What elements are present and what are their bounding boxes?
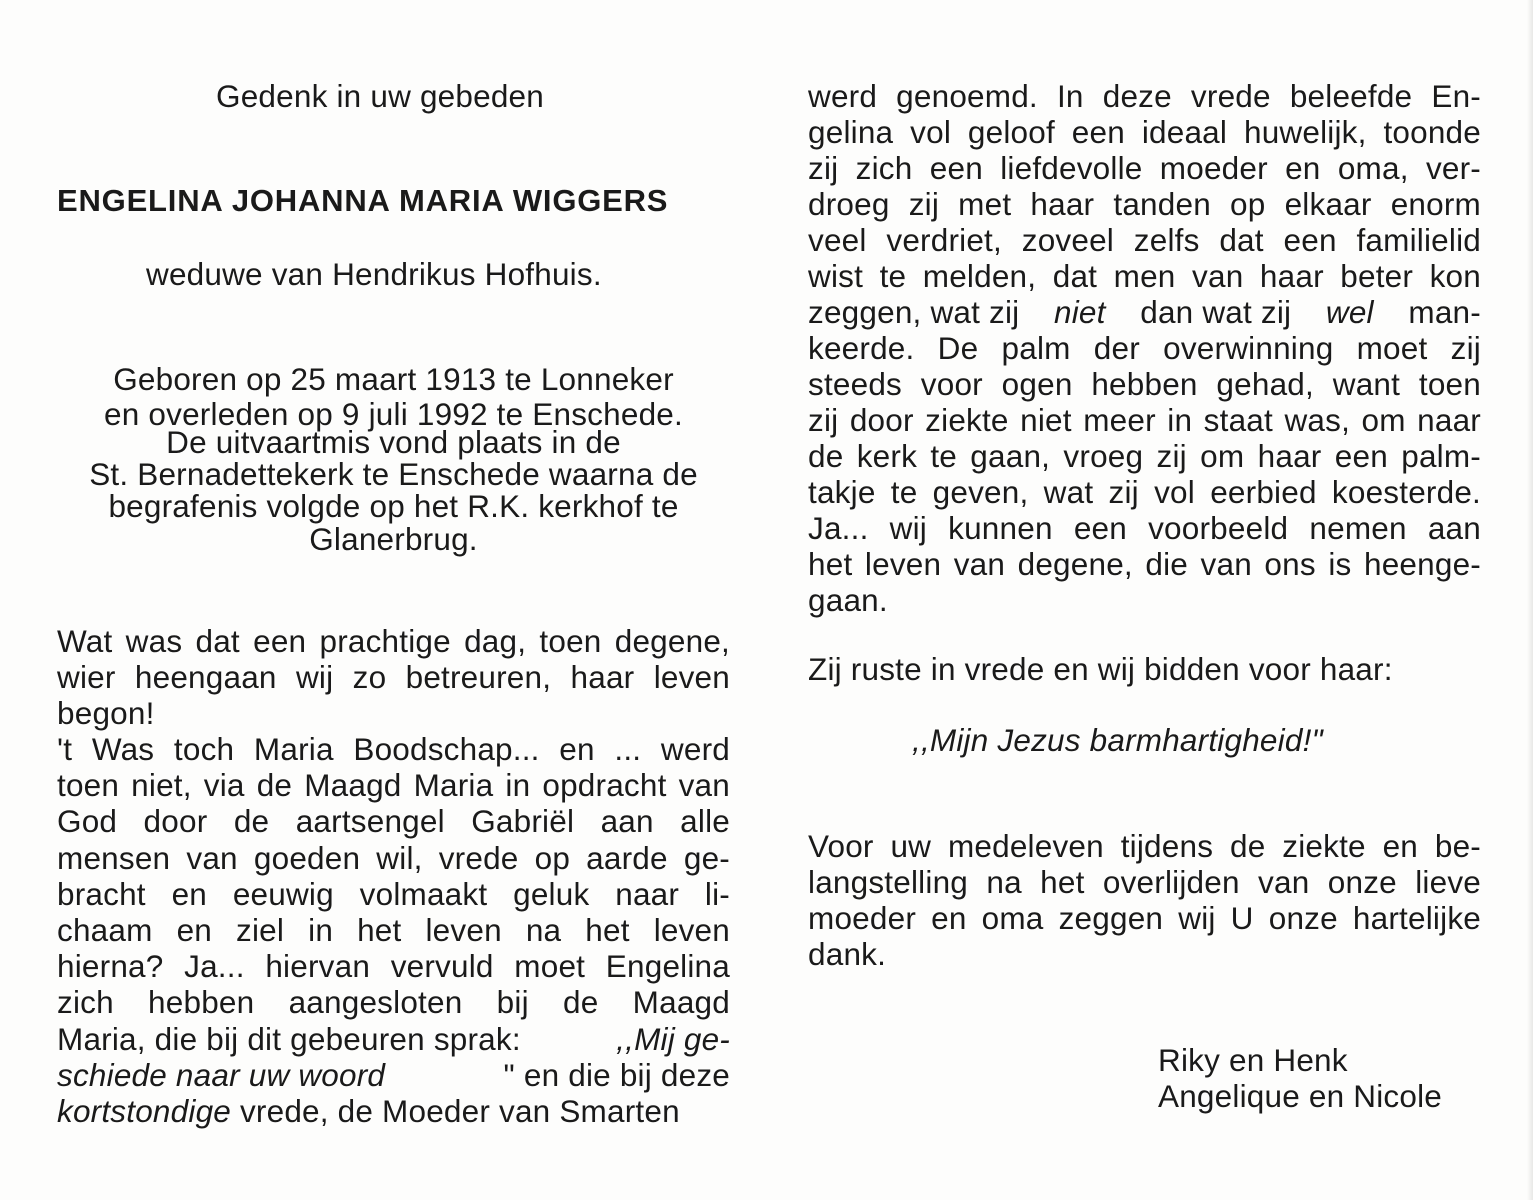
body-line: Wat was dat een prachtige dag, toen degene, (57, 623, 730, 659)
signature-line: Angelique en Nicole (1158, 1078, 1442, 1114)
birth-death-line: De uitvaartmis vond plaats in de (166, 424, 621, 460)
body-line: gelina vol geloof een ideaal huwelijk, toonde (808, 114, 1481, 150)
birth-death-line: en overleden op 9 juli 1992 te Enschede. (104, 396, 683, 432)
body-line: wist te melden, dat men van haar beter kon (808, 258, 1481, 294)
emphasis-text: kortstondige (57, 1093, 232, 1129)
birth-death-line: Geboren op 25 maart 1913 te Lonneker (113, 361, 674, 397)
body-line (808, 294, 1481, 330)
body-line: keerde. De palm der overwinning moet zij (808, 330, 1481, 366)
body-line: zich hebben aangesloten bij de Maagd (57, 984, 730, 1020)
body-line: droeg zij met haar tanden op elkaar enorm (808, 186, 1481, 222)
body-text: man- (1408, 294, 1481, 330)
body-line: bracht en eeuwig volmaakt geluk naar li- (57, 876, 730, 912)
body-line: toen niet, via de Maagd Maria in opdracht van (57, 767, 730, 803)
body-text: zeggen, wat zij (808, 294, 1020, 330)
body-line: zij zich een liefdevolle moeder en oma, ver- (808, 150, 1481, 186)
intro-text: Gedenk in uw gebeden (216, 78, 544, 114)
body-line: hierna? Ja... hiervan vervuld moet Engelina (57, 948, 730, 984)
body-line: veel verdriet, zoveel zelfs dat een familielid (808, 222, 1481, 258)
body-line: de kerk te gaan, vroeg zij om haar een palm- (808, 438, 1481, 474)
body-line: het leven van degene, die van ons is heenge- (808, 546, 1481, 582)
birth-death-line: Glanerbrug. (309, 521, 478, 557)
quote-text: ,,Mij ge- (616, 1021, 730, 1057)
thanks-line: dank. (808, 936, 887, 972)
scan-edge (1527, 0, 1533, 1200)
body-text: Maria, die bij dit gebeuren sprak: (57, 1021, 521, 1057)
body-line: mensen van goeden wil, vrede op aarde ge- (57, 840, 730, 876)
body-line: wier heengaan wij zo betreuren, haar leven (57, 659, 730, 695)
body-text: dan wat zij (1140, 294, 1292, 330)
emphasis-text: niet (1054, 294, 1106, 330)
birth-death-line: begrafenis volgde op het R.K. kerkhof te (108, 488, 679, 524)
body-line: 't Was toch Maria Boodschap... en ... werd (57, 731, 730, 767)
prayer-quote: ,,Mijn Jezus barmhartigheid!" (912, 722, 1323, 758)
deceased-name: ENGELINA JOHANNA MARIA WIGGERS (57, 183, 669, 218)
body-line: werd genoemd. In deze vrede beleefde En- (808, 78, 1481, 114)
body-text: vrede, de Moeder van Smarten (231, 1093, 680, 1129)
thanks-line: Voor uw medeleven tijdens de ziekte en be- (808, 828, 1481, 864)
thanks-line: langstelling na het overlijden van onze lieve (808, 864, 1481, 900)
body-line: begon! (57, 695, 155, 731)
body-text: " en die bij deze (503, 1057, 730, 1093)
body-line: takje te geven, wat zij vol eerbied koesterde. (808, 474, 1481, 510)
body-line (57, 1093, 730, 1129)
signature-line: Riky en Henk (1158, 1042, 1348, 1078)
body-line (57, 1057, 730, 1093)
quote-text: schiede naar uw woord (57, 1057, 386, 1093)
emphasis-text: wel (1325, 294, 1374, 330)
body-line: chaam en ziel in het leven na het leven (57, 912, 730, 948)
body-line: Ja... wij kunnen een voorbeeld nemen aan (808, 510, 1481, 546)
body-line: God door de aartsengel Gabriël aan alle (57, 803, 730, 839)
widow-text: weduwe van Hendrikus Hofhuis. (146, 256, 602, 292)
body-line: gaan. (808, 582, 888, 618)
birth-death-line: St. Bernadettekerk te Enschede waarna de (89, 456, 698, 492)
body-line: zij door ziekte niet meer in staat was, om naar (808, 402, 1481, 438)
prayer-intro: Zij ruste in vrede en wij bidden voor haar: (808, 651, 1393, 687)
thanks-line: moeder en oma zeggen wij U onze hartelijke (808, 900, 1481, 936)
body-line (57, 1021, 730, 1057)
body-line: steeds voor ogen hebben gehad, want toen (808, 366, 1481, 402)
